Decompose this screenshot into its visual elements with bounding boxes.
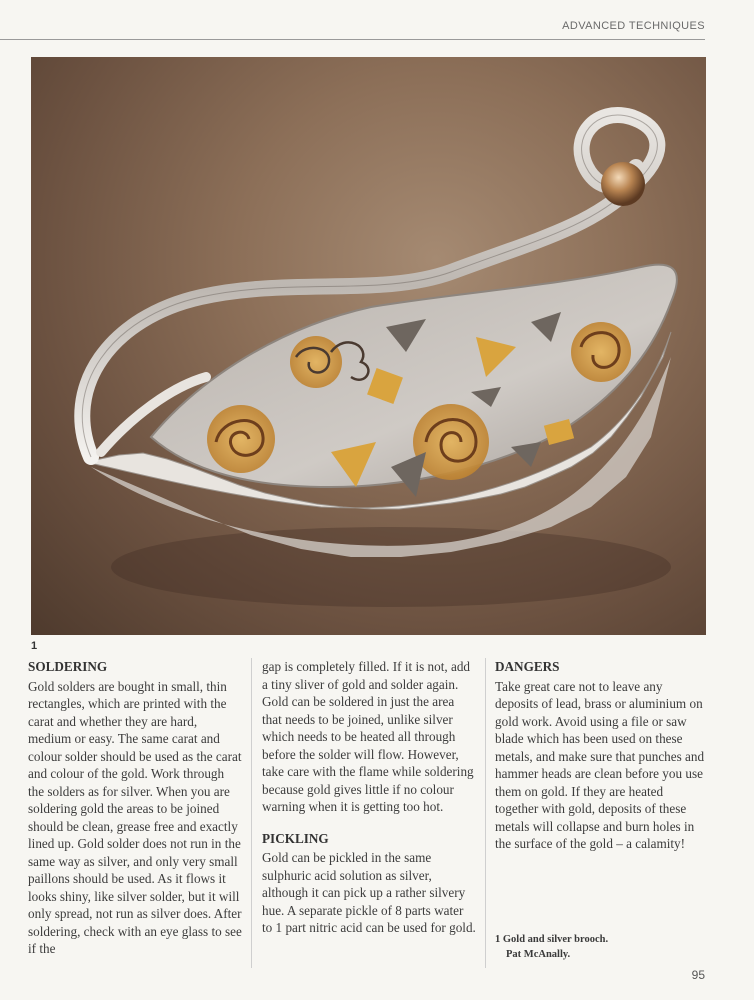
figure-caption (495, 932, 705, 962)
header-rule (0, 39, 705, 40)
figure-number: 1 (31, 640, 38, 652)
heading-soldering: SOLDERING (28, 659, 108, 674)
pickling-text: Gold can be pickled in the same sulphuric acid solution as silver, although it can pick up a rather silvery hue. A separate pickle of 8 parts water to 1 part nitric acid can be used for gold. (262, 850, 476, 935)
soldering-continued-text: gap is completely filled. If it is not, add a tiny sliver of gold and solder again. Gold can be soldered in just the area that needs to be joined, unlike silver which needs to be heated all through before the solder will flow. However, take care with the flame while soldering because gold gives little if no colour warning when it is getting too hot. (262, 659, 474, 814)
heading-pickling: PICKLING (262, 830, 329, 846)
column-dangers (495, 658, 706, 853)
column-pickling (262, 658, 476, 937)
brooch-photo (31, 57, 706, 635)
running-head: ADVANCED TECHNIQUES (562, 20, 705, 32)
column-soldering (28, 658, 242, 958)
page-number: 95 (691, 968, 705, 982)
column-divider (251, 658, 252, 968)
caption-author: Pat McAnally. (506, 949, 571, 960)
brooch-illustration (31, 57, 706, 635)
column-divider (485, 658, 486, 968)
caption-title: 1 Gold and silver brooch. (495, 934, 609, 945)
heading-dangers: DANGERS (495, 659, 560, 674)
soldering-text: Gold solders are bought in small, thin rectangles, which are printed with the carat and whether they are hard, medium or easy. The same carat and colour solder should be used as the carat and colour of the gold. Work through the solders as for silver. When you are soldering gold the areas to be joined should be clean, grease free and exactly lined up. Gold solder does not run in the same way as silver, and only very small paillons should be used. As it flows it looks shiny, like silver solder, but it will only spread, not run as silver does. After soldering, check with an eye glass to see if the (28, 678, 242, 956)
dangers-text: Take great care not to leave any deposits of lead, brass or aluminium on gold work. Avoid using a file or saw blade which has been used on these metals, and make sure that punches and hammer heads are clean before you use them on gold. If they are heated together with gold, deposits of these metals will collapse and burn holes in the surface of the gold – a calamity! (495, 678, 705, 851)
